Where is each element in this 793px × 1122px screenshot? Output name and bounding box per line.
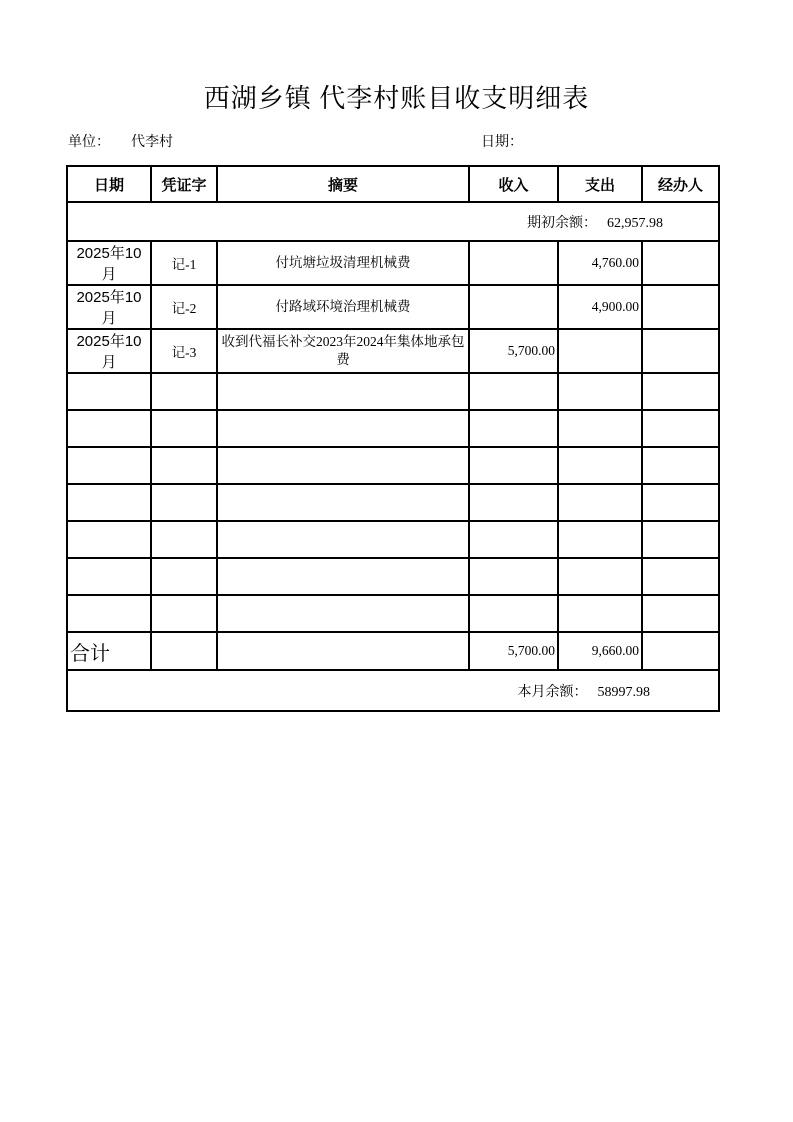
col-header-summary: 摘要 <box>217 166 469 202</box>
closing-balance-row <box>67 670 719 711</box>
opening-balance-row <box>67 202 719 241</box>
summary-cell <box>217 373 469 410</box>
col-header-handler: 经办人 <box>642 166 719 202</box>
opening-balance-value: 62,957.98 <box>607 215 663 231</box>
summary-cell <box>217 521 469 558</box>
expense-cell: 4,900.00 <box>558 285 642 329</box>
handler-cell <box>642 521 719 558</box>
summary-cell: 付坑塘垃圾清理机械费 <box>217 241 469 285</box>
voucher-cell <box>151 410 217 447</box>
expense-cell <box>558 521 642 558</box>
handler-cell <box>642 241 719 285</box>
unit-label: 单位： <box>68 135 110 150</box>
empty-row <box>67 558 719 595</box>
unit-value: 代李村 <box>131 135 173 150</box>
handler-cell <box>642 410 719 447</box>
voucher-cell <box>151 558 217 595</box>
voucher-cell <box>151 521 217 558</box>
col-header-voucher: 凭证字 <box>151 166 217 202</box>
empty-row <box>67 521 719 558</box>
date-cell <box>67 484 151 521</box>
summary-cell <box>217 632 469 670</box>
date-cell <box>67 447 151 484</box>
summary-cell: 付路域环境治理机械费 <box>217 285 469 329</box>
date-cell <box>67 521 151 558</box>
opening-balance-cell <box>67 202 719 241</box>
expense-cell <box>558 373 642 410</box>
total-expense: 9,660.00 <box>558 632 642 670</box>
header-row <box>67 166 719 202</box>
opening-balance-label: 期初余额： <box>527 215 597 231</box>
expense-cell: 4,760.00 <box>558 241 642 285</box>
date-cell: 2025年10月 <box>67 329 151 373</box>
expense-cell <box>558 329 642 373</box>
voucher-cell <box>151 447 217 484</box>
summary-cell <box>217 447 469 484</box>
voucher-cell: 记-1 <box>151 241 217 285</box>
date-cell <box>67 373 151 410</box>
income-cell: 5,700.00 <box>469 329 558 373</box>
expense-cell <box>558 595 642 632</box>
voucher-cell: 记-3 <box>151 329 217 373</box>
table-row <box>67 329 719 373</box>
handler-cell <box>642 285 719 329</box>
expense-cell <box>558 410 642 447</box>
summary-cell <box>217 595 469 632</box>
summary-cell: 收到代福长补交2023年2024年集体地承包费 <box>217 329 469 373</box>
date-cell: 2025年10月 <box>67 241 151 285</box>
page-title: 西湖乡镇 代李村账目收支明细表 <box>203 84 590 113</box>
date-label: 日期： <box>481 135 523 150</box>
handler-cell <box>642 484 719 521</box>
income-cell <box>469 484 558 521</box>
ledger-table <box>66 165 720 712</box>
date-cell <box>67 558 151 595</box>
voucher-cell: 记-2 <box>151 285 217 329</box>
closing-balance-label: 本月余额： <box>517 684 588 700</box>
summary-cell <box>217 484 469 521</box>
table-row <box>67 285 719 329</box>
handler-cell <box>642 447 719 484</box>
total-income: 5,700.00 <box>469 632 558 670</box>
table-row <box>67 241 719 285</box>
col-header-expense: 支出 <box>558 166 642 202</box>
income-cell <box>469 373 558 410</box>
voucher-cell <box>151 632 217 670</box>
handler-cell <box>642 329 719 373</box>
income-cell <box>469 521 558 558</box>
expense-cell <box>558 447 642 484</box>
total-row <box>67 632 719 670</box>
handler-cell <box>642 595 719 632</box>
income-cell <box>469 447 558 484</box>
total-label: 合计 <box>67 632 151 670</box>
closing-balance-value: 58997.98 <box>597 684 650 700</box>
empty-row <box>67 595 719 632</box>
income-cell <box>469 241 558 285</box>
meta-row <box>0 131 793 153</box>
handler-cell <box>642 373 719 410</box>
voucher-cell <box>151 484 217 521</box>
date-cell <box>67 595 151 632</box>
col-header-income: 收入 <box>469 166 558 202</box>
voucher-cell <box>151 595 217 632</box>
expense-cell <box>558 484 642 521</box>
empty-row <box>67 373 719 410</box>
empty-row <box>67 484 719 521</box>
income-cell <box>469 285 558 329</box>
expense-cell <box>558 558 642 595</box>
income-cell <box>469 558 558 595</box>
col-header-date: 日期 <box>67 166 151 202</box>
closing-balance-cell <box>67 670 719 711</box>
empty-row <box>67 447 719 484</box>
income-cell <box>469 595 558 632</box>
handler-cell <box>642 632 719 670</box>
summary-cell <box>217 558 469 595</box>
date-cell <box>67 410 151 447</box>
voucher-cell <box>151 373 217 410</box>
summary-cell <box>217 410 469 447</box>
date-cell: 2025年10月 <box>67 285 151 329</box>
income-cell <box>469 410 558 447</box>
handler-cell <box>642 558 719 595</box>
empty-row <box>67 410 719 447</box>
